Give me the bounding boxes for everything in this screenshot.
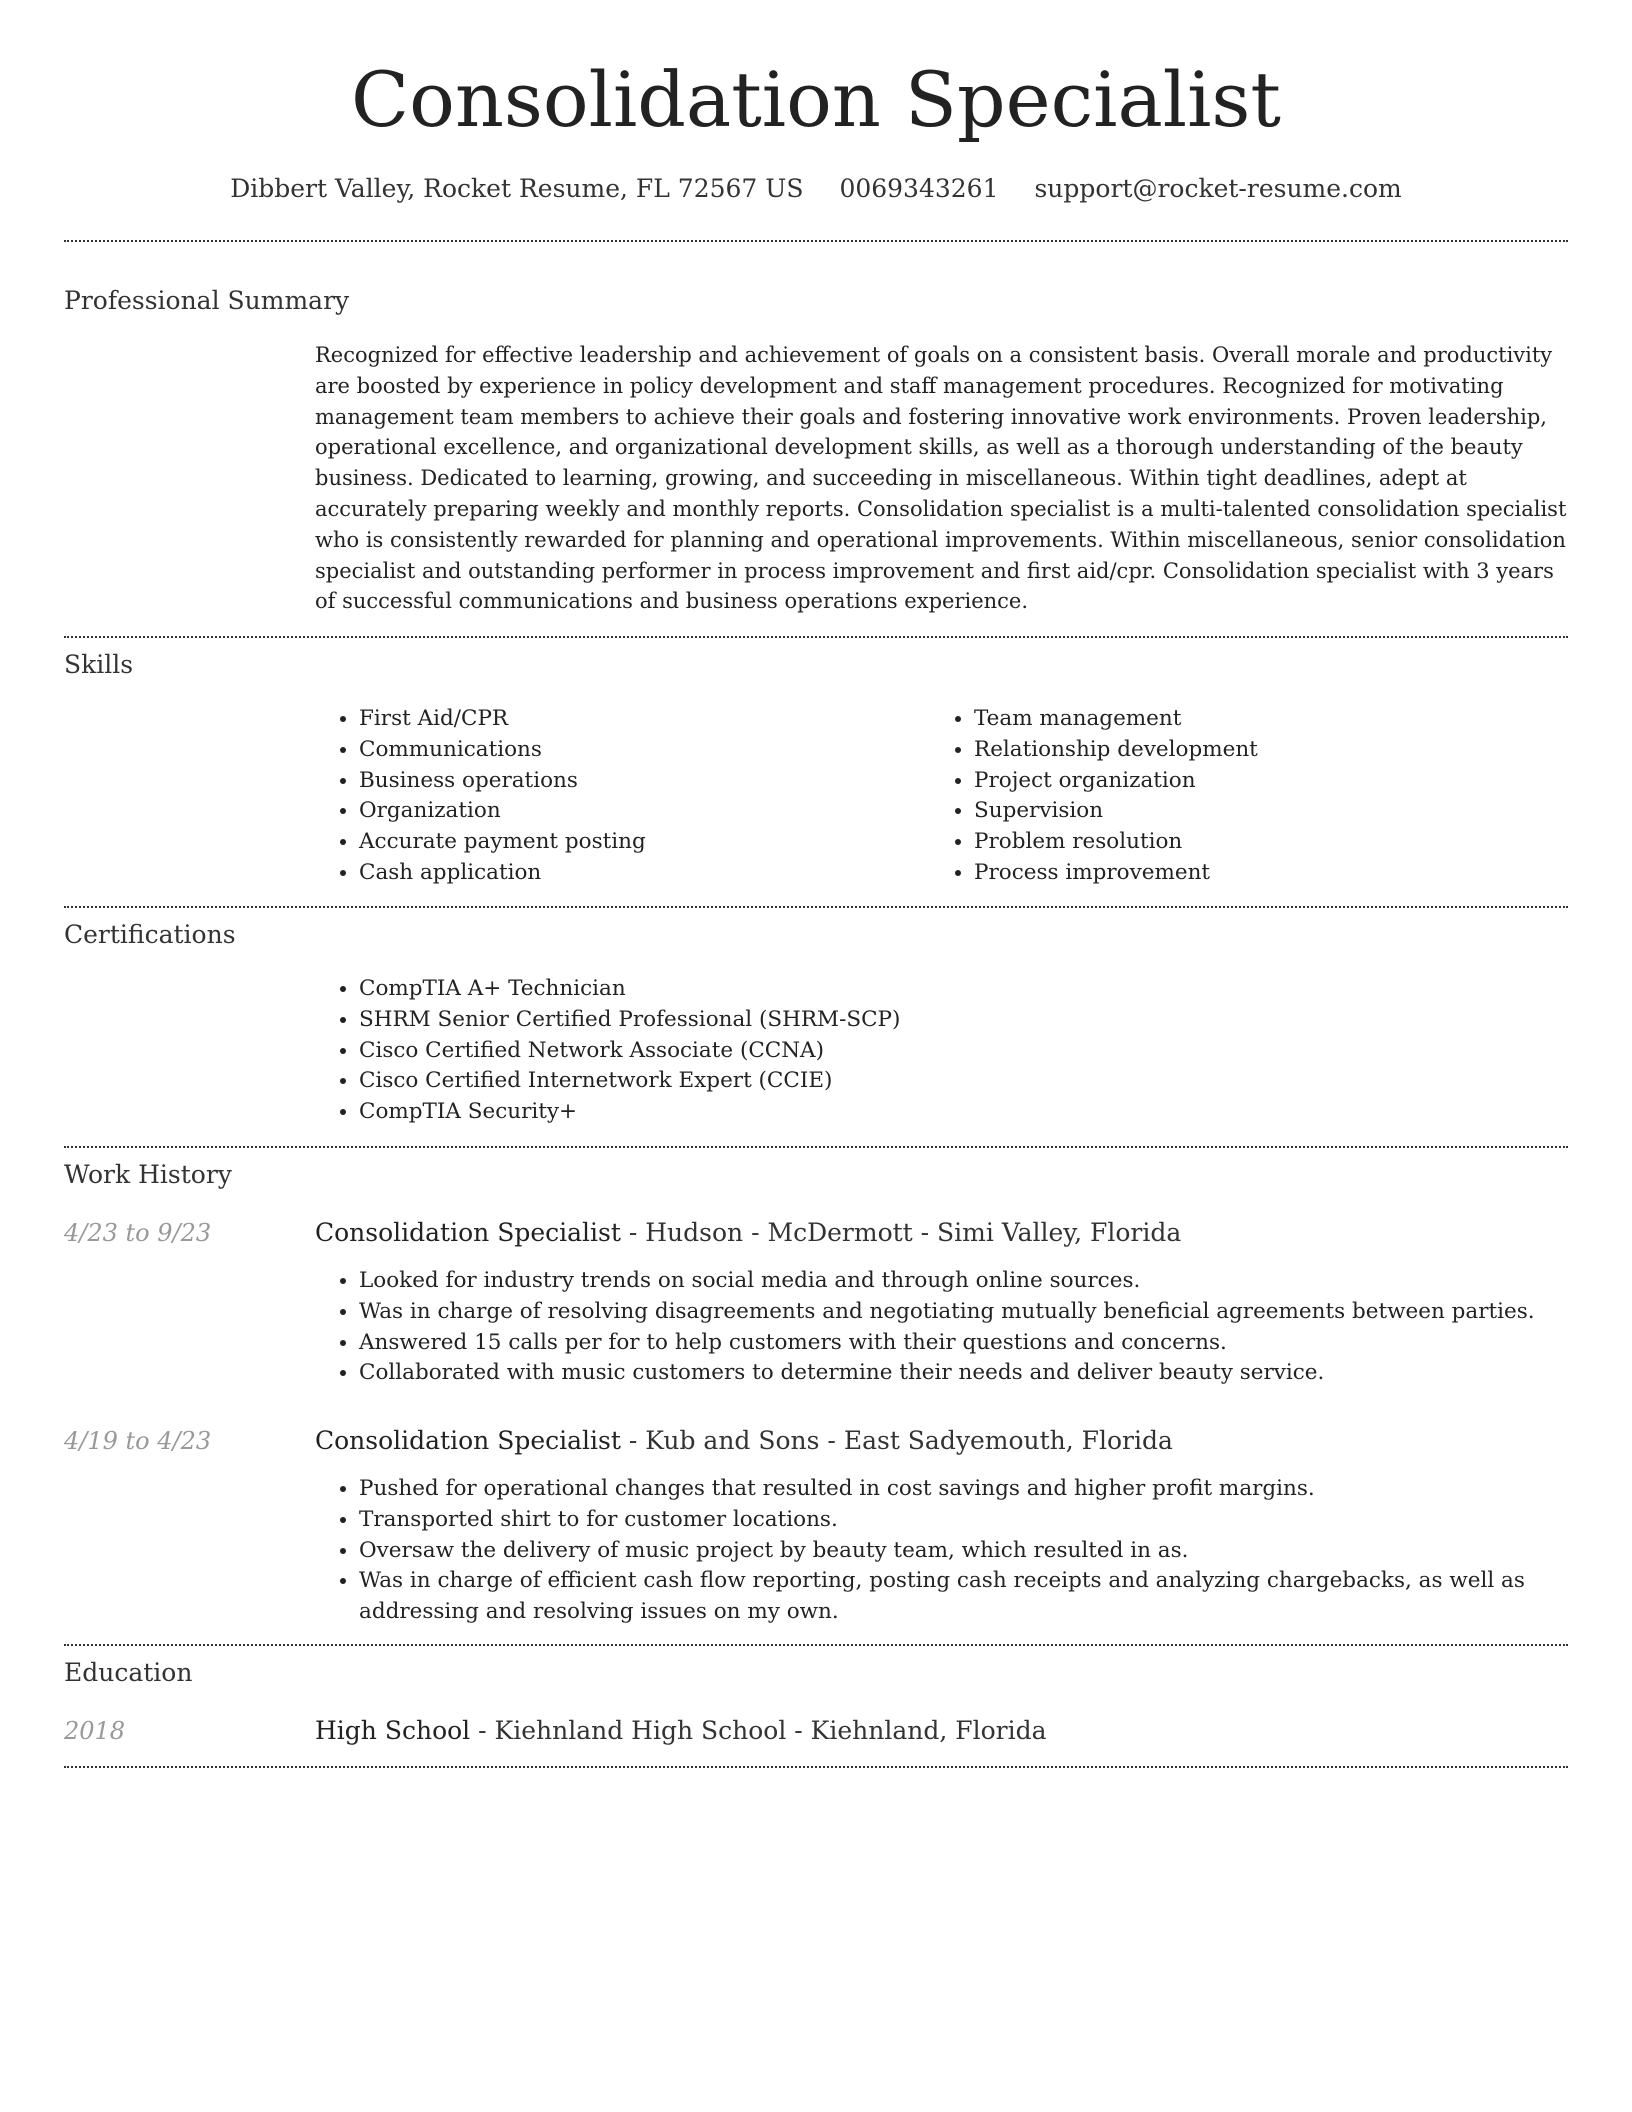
contact-address: Dibbert Valley, Rocket Resume, FL 72567 US [230,174,804,203]
contact-phone: 0069343261 [839,174,999,203]
skill-item: • Problem resolution [974,827,1574,858]
divider [64,906,1568,908]
skill-item: • Relationship development [974,735,1574,766]
job-details: - Kub and Sons - East Sadyemouth, Florida [620,1426,1173,1455]
skill-item: • Process improvement [974,858,1574,889]
job-bullet: • Looked for industry trends on social media and through online sources. [359,1266,1615,1297]
skill-item: • Business operations [359,766,919,797]
certifications-list [315,974,1559,1128]
education-degree: High School [315,1716,471,1745]
skill-item: • Organization [359,796,919,827]
job-dates: 4/19 to 4/23 [64,1427,212,1455]
job-bullets [315,1266,1615,1389]
certification-item: • Cisco Certified Internetwork Expert (CCIE) [359,1066,1559,1097]
skill-item: • Communications [359,735,919,766]
job-bullet: • Collaborated with music customers to determine their needs and deliver beauty service. [359,1358,1615,1389]
certification-item: • SHRM Senior Certified Professional (SHRM-SCP) [359,1005,1559,1036]
job-bullet: • Pushed for operational changes that resulted in cost savings and higher profit margins. [359,1474,1615,1505]
skills-list-left [315,704,919,889]
job-title [315,1424,1173,1458]
education-year: 2018 [64,1717,126,1745]
certification-item: • CompTIA Security+ [359,1097,1559,1128]
skill-item: • Project organization [974,766,1574,797]
summary-text: Recognized for effective leadership and achievement of goals on a consistent basis. Overall morale and productivity are boosted by experience in policy development and staff management procedures. Recognized for motivating management team members to achieve their goals and fostering innovative work environments. Proven leadership, operational excellence, and organizational development skills, as well as a thorough understanding of the beauty business. Dedicated to learning, growing, and succeeding in miscellaneous. Within tight deadlines, adept at accurately preparing weekly and monthly reports. Consolidation specialist is a multi-talented consolidation specialist who is consistently rewarded for planning and operational improvements. Within miscellaneous, senior consolidation specialist and outstanding performer in process improvement and first aid/cpr. Consolidation specialist with 3 years of successful communications and business operations experience. [315,343,1567,614]
contact-email: support@rocket-resume.com [1034,174,1402,203]
skills-list-right [930,704,1574,889]
divider [64,1644,1568,1646]
divider [64,636,1568,638]
section-title-education: Education [64,1658,193,1687]
certification-item: • Cisco Certified Network Associate (CCNA) [359,1036,1559,1067]
divider [64,1146,1568,1148]
job-bullet: • Answered 15 calls per for to help customers with their questions and concerns. [359,1328,1615,1359]
section-title-certifications: Certifications [64,920,236,949]
education-entry [315,1714,1046,1748]
skill-item: • Team management [974,704,1574,735]
job-role: Consolidation Specialist [315,1426,621,1455]
section-title-skills: Skills [64,650,134,679]
certification-item: • CompTIA A+ Technician [359,974,1559,1005]
skill-item: • Accurate payment posting [359,827,919,858]
job-bullet: • Was in charge of resolving disagreements and negotiating mutually beneficial agreements between parties. [359,1297,1615,1328]
skill-item: • Supervision [974,796,1574,827]
job-bullets [315,1474,1615,1628]
job-bullet: • Oversaw the delivery of music project by beauty team, which resulted in as. [359,1536,1615,1567]
job-dates: 4/23 to 9/23 [64,1219,212,1247]
section-title-summary: Professional Summary [64,286,350,315]
job-title [315,1216,1181,1250]
skill-item: • Cash application [359,858,919,889]
job-details: - Hudson - McDermott - Simi Valley, Florida [620,1218,1182,1247]
resume-name: Consolidation Specialist [351,55,1281,144]
contact-line [0,172,1632,206]
job-role: Consolidation Specialist [315,1218,621,1247]
job-bullet: • Transported shirt to for customer locations. [359,1505,1615,1536]
divider [64,1766,1568,1768]
skill-item: • First Aid/CPR [359,704,919,735]
education-details: - Kiehnland High School - Kiehnland, Florida [470,1716,1047,1745]
divider [64,240,1568,242]
job-bullet: • Was in charge of efficient cash flow reporting, posting cash receipts and analyzing chargebacks, as well as addressing and resolving issues on my own. [359,1566,1615,1628]
section-title-work-history: Work History [64,1160,232,1189]
